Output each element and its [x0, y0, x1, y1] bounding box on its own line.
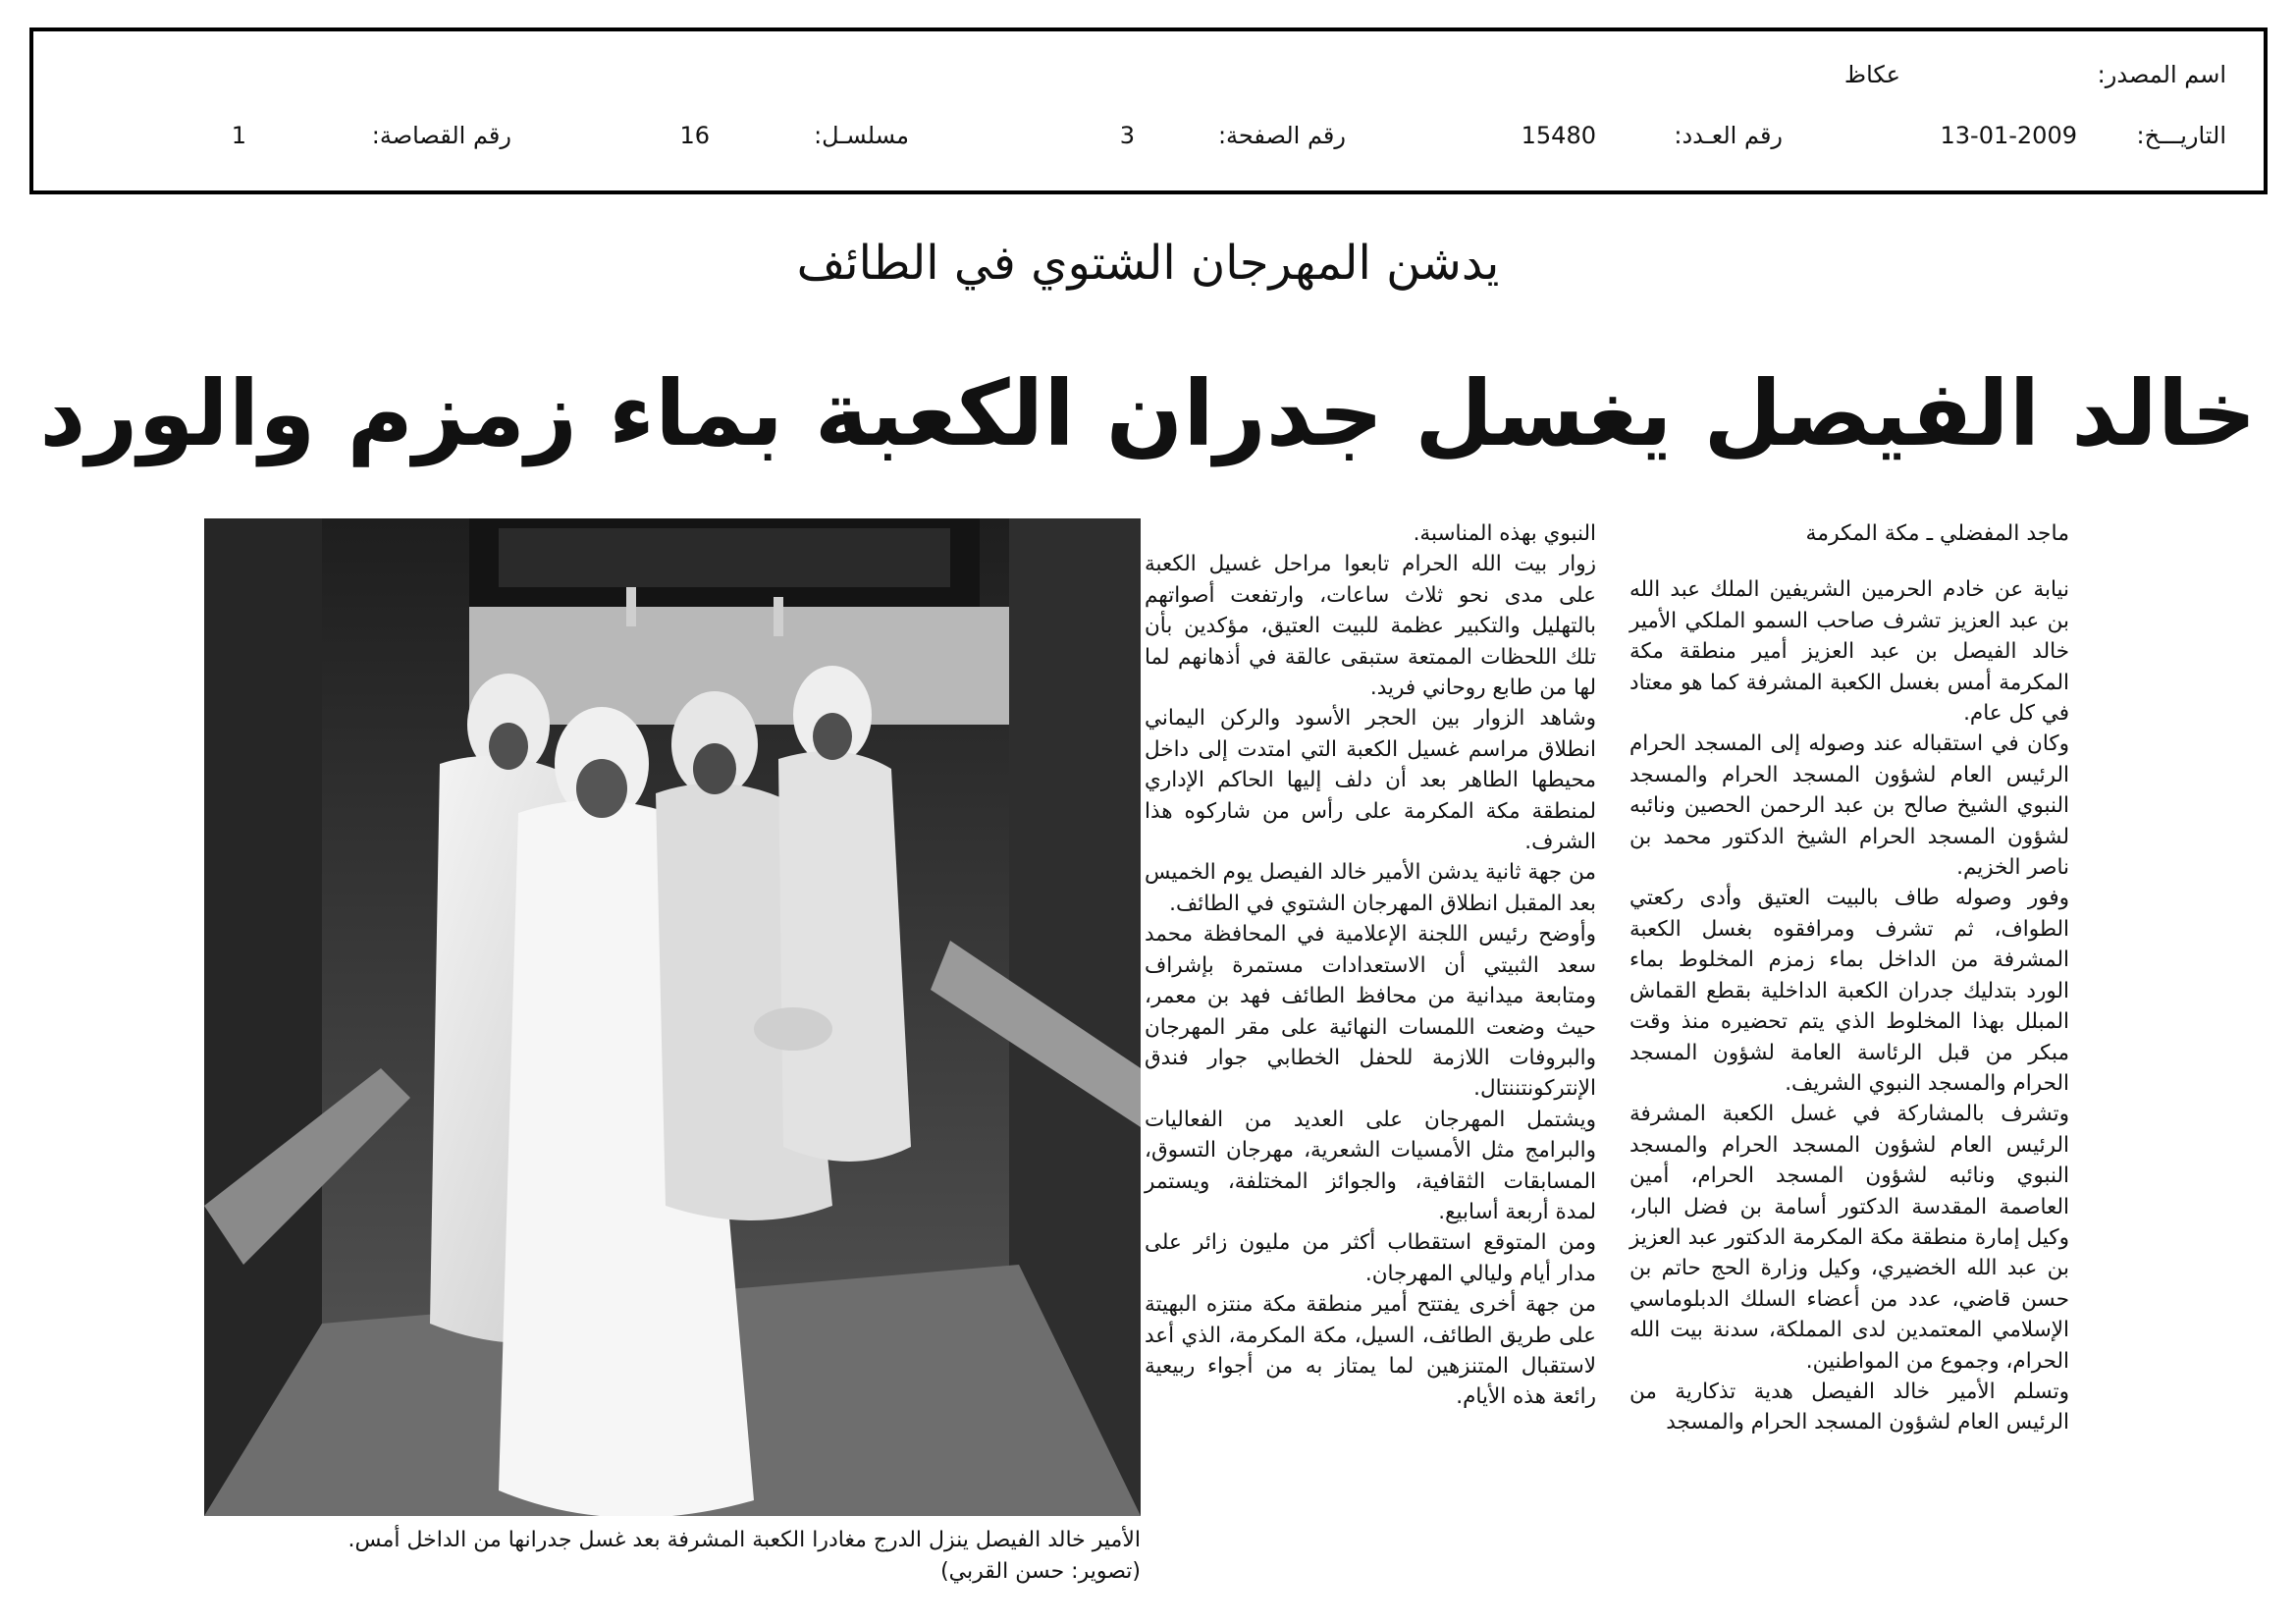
paragraph: ومن المتوقع استقطاب أكثر من مليون زائر على مدار أيام وليالي المهرجان. — [1145, 1230, 1596, 1286]
paragraph: النبوي بهذه المناسبة. — [1413, 521, 1596, 546]
article-photo — [204, 518, 1141, 1516]
page-value: 3 — [1119, 122, 1135, 149]
source-value: عكاظ — [1843, 61, 1900, 88]
paragraph: زوار بيت الله الحرام تابعوا مراحل غسيل الكعبة على مدى نحو ثلاث ساعات، وارتفعت أصواتهم بالتهليل والتكبير عظمة للبيت العتيق، مؤكدين بأن تلك اللحظات الممتعة ستبقى عالقة في أذهانهم لما لها من طابع روحاني فريد. — [1145, 552, 1596, 701]
byline: ماجد المفضلي ـ مكة المكرمة — [1805, 521, 2069, 546]
paragraph: نيابة عن خادم الحرمين الشريفين الملك عبد الله بن عبد العزيز تشرف صاحب السمو الملكي الأمير خالد الفيصل بن عبد العزيز أمير منطقة مكة المكرمة أمس بغسل الكعبة المشرفة كما هو معتاد في كل عام. — [1629, 577, 2069, 727]
caption-text: الأمير خالد الفيصل ينزل الدرج مغادرا الكعبة المشرفة بعد غسل جدرانها من الداخل أمس. — [347, 1528, 1141, 1552]
photo-illustration — [204, 518, 1141, 1516]
clip-label: رقم القصاصة: — [371, 122, 511, 149]
serial-label: مسلسـل: — [814, 122, 909, 149]
serial-value: 16 — [679, 122, 710, 149]
photo-caption — [204, 1525, 1141, 1588]
article-column-middle — [1145, 518, 1596, 1413]
date-label: التاريـــخ: — [2136, 122, 2226, 149]
paragraph: من جهة أخرى يفتتح أمير منطقة مكة منتزه البهيتة على طريق الطائف، السيل، مكة المكرمة، الذي أعد لاستقبال المتنزهين لما يمتاز به من أجواء ربيعية رائعة هذه الأيام. — [1145, 1292, 1596, 1410]
issue-value: 15480 — [1521, 122, 1596, 149]
paragraph: وأوضح رئيس اللجنة الإعلامية في المحافظة محمد سعد الثبيتي أن الاستعدادات مستمرة بإشراف ومتابعة ميدانية من محافظ الطائف فهد بن معمر، حيث وضعت اللمسات النهائية على مقر المهرجان والبروفات اللازمة للحفل الخطابي جوار فندق الإنتركونتننتال. — [1145, 922, 1596, 1102]
paragraph: من جهة ثانية يدشن الأمير خالد الفيصل يوم الخميس بعد المقبل انطلاق المهرجان الشتوي في الطائف. — [1145, 860, 1596, 916]
page-label: رقم الصفحة: — [1217, 122, 1346, 149]
paragraph: وشاهد الزوار بين الحجر الأسود والركن اليماني انطلاق مراسم غسيل الكعبة التي امتدت إلى داخل محيطها الطاهر بعد أن دلف إليها الحاكم الإداري لمنطقة مكة المكرمة على رأس من شاركوه هذا الشرف. — [1145, 706, 1596, 855]
paragraph: وتشرف بالمشاركة في غسل الكعبة المشرفة الرئيس العام لشؤون المسجد الحرام والمسجد النبوي ونائبه لشؤون المسجد الحرام، أمين العاصمة المقدسة الدكتور أسامة بن فضل البار، وكيل إمارة منطقة مكة المكرمة الدكتور عبد العزيز بن عبد الله الخضيري، وكيل وزارة الحج حاتم بن حسن قاضي، عدد من أعضاء السلك الدبلوماسي الإسلامي المعتمدين لدى المملكة، سدنة بيت الله الحرام، وجموع من المواطنين. — [1629, 1102, 2069, 1374]
paragraph: ويشتمل المهرجان على العديد من الفعاليات والبرامج مثل الأمسيات الشعرية، مهرجان التسوق، المسابقات الثقافية، والجوائز المختلفة، ويستمر لمدة أربعة أسابيع. — [1145, 1107, 1596, 1224]
date-value: 13-01-2009 — [1940, 122, 2077, 149]
clip-value: 1 — [231, 122, 246, 149]
issue-label: رقم العـدد: — [1674, 122, 1783, 149]
photo-credit: (تصوير: حسن القربي) — [940, 1559, 1141, 1584]
clipping-header — [29, 27, 2268, 194]
paragraph: وتسلم الأمير خالد الفيصل هدية تذكارية من الرئيس العام لشؤون المسجد الحرام والمسجد — [1629, 1379, 2069, 1435]
source-label: اسم المصدر: — [2097, 61, 2226, 88]
article-column-right — [1629, 518, 2069, 1438]
article-headline: خالد الفيصل يغسل جدران الكعبة بماء زمزم والورد — [39, 361, 2257, 466]
article-kicker: يدشن المهرجان الشتوي في الطائف — [796, 236, 1500, 291]
paragraph: وفور وصوله طاف بالبيت العتيق وأدى ركعتي الطواف، ثم تشرف ومرافقوه بغسل الكعبة المشرفة من الداخل بماء زمزم المخلوط بماء الورد بتدليك جدران الكعبة الداخلية بقطع القماش المبلل بهذا المخلوط الذي يتم تحضيره منذ وقت مبكر من قبل الرئاسة العامة لشؤون المسجد الحرام والمسجد النبوي الشريف. — [1629, 886, 2069, 1096]
paragraph: وكان في استقباله عند وصوله إلى المسجد الحرام الرئيس العام لشؤون المسجد الحرام والمسجد النبوي الشيخ صالح بن عبد الرحمن الحصين ونائبه لشؤون المسجد الحرام الشيخ الدكتور محمد بن ناصر الخزيم. — [1629, 731, 2069, 881]
